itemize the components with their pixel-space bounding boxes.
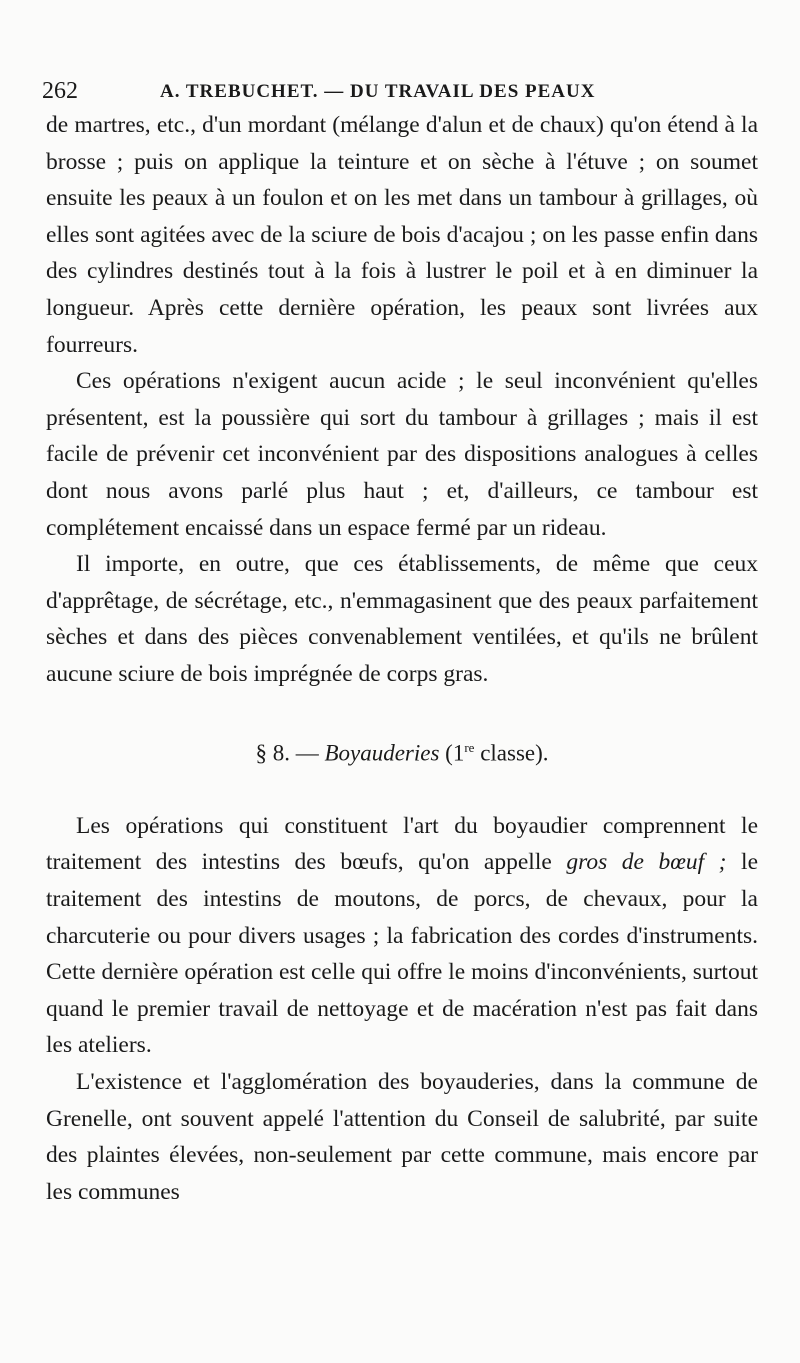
page-number: 262 xyxy=(42,78,78,104)
section-number: § 8. — xyxy=(255,740,325,766)
paragraph-continuation: de martres, etc., d'un mordant (mélange d'alun et de chaux) qu'on étend à la brosse ; puis on applique la teinture et on sèche à l'étuve ; on soumet ensuite les peaux à un foulon et on les met dans un tambour à grillages, où elles sont agitées avec de la sciure de bois d'acajou ; on les passe enfin dans des cylindres destinés tout à la fois à lustrer le poil et à en diminuer la longueur. Après cette dernière opération, les peaux sont livrées aux fourreurs. xyxy=(46,112,758,358)
section-class-close: classe). xyxy=(474,740,549,766)
section-title: Boyauderies xyxy=(324,740,440,766)
paragraph: Il importe, en outre, que ces établissements, de même que ceux d'apprêtage, de sécrétage, etc., n'emmagasinent que des peaux parfaitement sèches et dans des pièces convenablement ventilées, et qu'ils ne brûlent aucune sciure de bois imprégnée de corps gras. xyxy=(46,551,758,687)
page-body xyxy=(46,107,758,1210)
section-class-superscript: re xyxy=(464,739,475,755)
paragraph xyxy=(46,808,758,1064)
section-class-open: (1 xyxy=(439,740,465,766)
paragraph-text: Les opérations qui constituent l'art du boyaudier comprennent le traitement des intestins des bœufs, qu'on appelle xyxy=(46,812,758,876)
italic-term: gros de bœuf ; xyxy=(566,849,727,876)
running-title: A. TREBUCHET. — DU TRAVAIL DES PEAUX xyxy=(160,81,596,102)
running-header xyxy=(42,76,762,106)
paragraph: Ces opérations n'exigent aucun acide ; le seul inconvénient qu'elles présentent, est la poussière qui sort du tambour à grillages ; mais il est facile de prévenir cet inconvénient par des dispositions analogues à celles dont nous avons parlé plus haut ; et, d'ailleurs, ce tambour est complétement encaissé dans un espace fermé par un rideau. xyxy=(46,368,758,541)
paragraph-text: le traitement des intestins de moutons, de porcs, de chevaux, pour la charcuterie ou pour divers usages ; la fabrication des cordes d'instruments. Cette dernière opération est celle qui offre le moins d'inconvénients, surtout quand le premier travail de nettoyage et de macération n'est pas fait dans les ateliers. xyxy=(46,849,758,1059)
paragraph: L'existence et l'agglomération des boyauderies, dans la commune de Grenelle, ont souvent appelé l'attention du Conseil de salubrité, par suite des plaintes élevées, non-seulement par cette commune, mais encore par les communes xyxy=(46,1068,758,1205)
section-heading xyxy=(46,730,758,772)
